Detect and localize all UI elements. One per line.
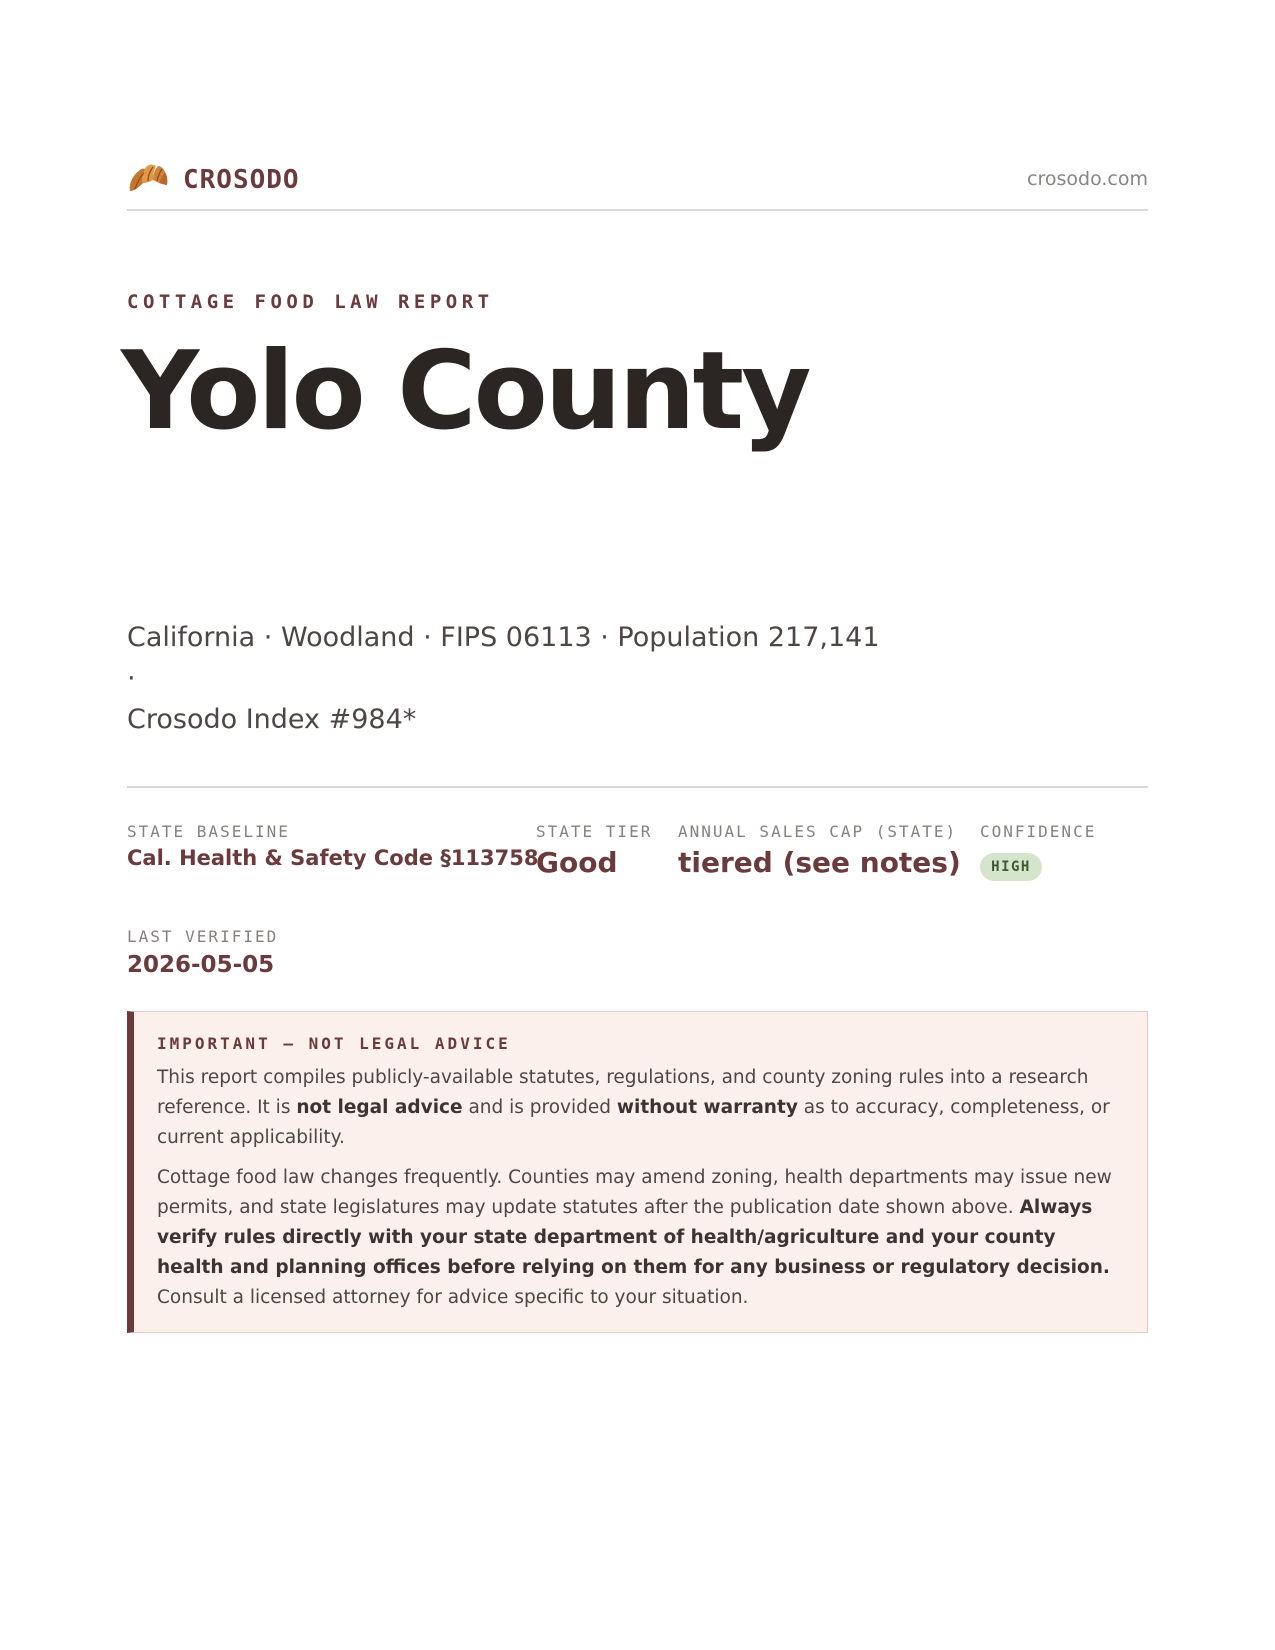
county-meta-line2: Crosodo Index #984* xyxy=(127,704,417,735)
state-tier-label: STATE TIER xyxy=(536,822,653,841)
section-divider xyxy=(127,786,1148,788)
report-eyebrow: COTTAGE FOOD LAW REPORT xyxy=(127,291,494,313)
state-tier-value: Good xyxy=(536,846,618,879)
disclaimer-p2-bold: Always verify rules directly with your state department of health/agriculture and your county health and planning offices before relying on them for any business or regulatory decision. xyxy=(157,1197,1110,1278)
county-meta-line1: California · Woodland · FIPS 06113 · Population 217,141 · xyxy=(127,622,880,694)
county-meta xyxy=(127,617,887,740)
last-verified-value: 2026-05-05 xyxy=(127,952,275,978)
disclaimer-p1-text-a: This report compiles publicly-available statutes, regulations, and county zoning rules into a research reference. It is xyxy=(157,1067,1089,1118)
page-title: Yolo County xyxy=(121,329,809,454)
disclaimer-paragraph-2 xyxy=(157,1163,1125,1313)
disclaimer-p2-text-a: Cottage food law changes frequently. Counties may amend zoning, health departments may issue new permits, and state legislatures may update statutes after the publication date shown above. xyxy=(157,1167,1112,1218)
legal-disclaimer-box xyxy=(127,1011,1148,1333)
disclaimer-p1-bold-b: without warranty xyxy=(616,1097,798,1118)
last-verified-label: LAST VERIFIED xyxy=(127,927,279,946)
site-url-link[interactable]: crosodo.com xyxy=(1027,168,1148,190)
disclaimer-heading: IMPORTANT — NOT LEGAL ADVICE xyxy=(157,1034,511,1053)
page-header xyxy=(127,157,1148,211)
state-baseline-value: Cal. Health & Safety Code §113758 xyxy=(127,846,539,870)
confidence-label: CONFIDENCE xyxy=(980,822,1097,841)
brand xyxy=(127,161,300,199)
state-baseline-label: STATE BASELINE xyxy=(127,822,290,841)
disclaimer-p1-text-b: and is provided xyxy=(462,1097,617,1118)
brand-name: CROSODO xyxy=(183,165,300,195)
disclaimer-p1-text-c: as to accuracy, completeness, or current applicability. xyxy=(157,1097,1110,1148)
disclaimer-p1-bold-a: not legal advice xyxy=(296,1097,463,1118)
sales-cap-value: tiered (see notes) xyxy=(678,846,961,879)
disclaimer-p2-text-b: Consult a licensed attorney for advice specific to your situation. xyxy=(157,1287,749,1308)
confidence-badge: HIGH xyxy=(980,853,1042,881)
croissant-icon xyxy=(127,161,169,199)
disclaimer-paragraph-1 xyxy=(157,1063,1125,1153)
sales-cap-label: ANNUAL SALES CAP (STATE) xyxy=(678,822,958,841)
